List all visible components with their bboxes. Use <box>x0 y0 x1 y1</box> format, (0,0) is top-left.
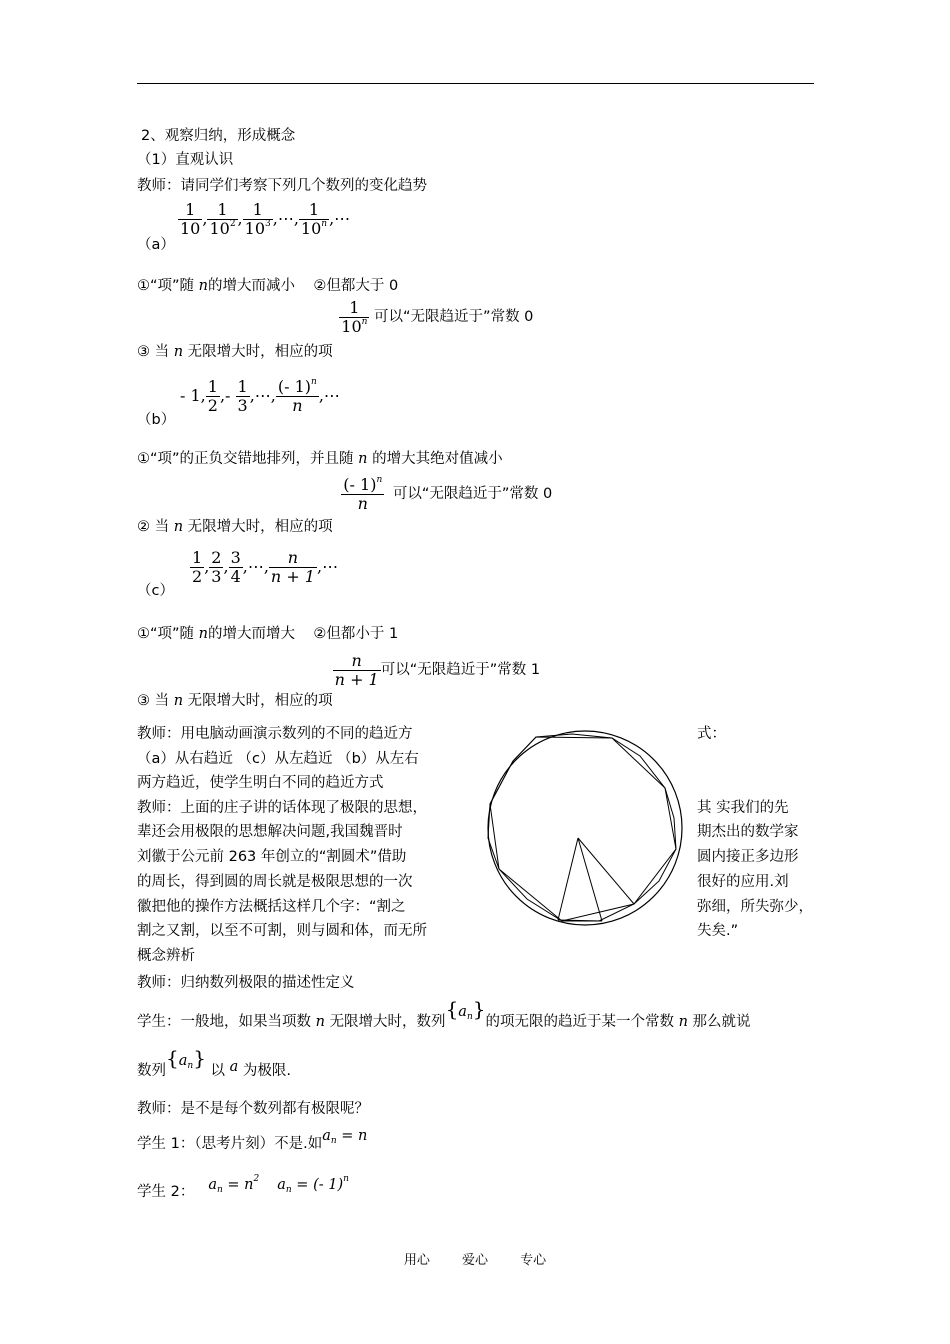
zhuangzi-right-2: 期杰出的数学家 <box>697 824 799 840</box>
footer-word-1: 用心 <box>403 1253 430 1268</box>
header-rule <box>137 83 814 84</box>
student-1-answer: 学生 1：（思考片刻）不是.如$a_n = n$ <box>137 1128 368 1152</box>
definition-intro: 教师：归纳数列极限的描述性定义 <box>137 975 355 991</box>
page-footer <box>0 1249 950 1268</box>
seq-c-point: ①“项”随 n的增大而增大 ②但都小于 1 <box>137 626 399 642</box>
zhuangzi-right-3: 圆内接正多边形 <box>697 849 799 865</box>
definition-sentence-2: 数列$\{a_n\}$ 以 a 为极限. <box>137 1046 292 1079</box>
animation-line-1: 教师：用电脑动画演示数列的不同的趋近方 <box>137 726 413 742</box>
subsection-title: （1）直观认识 <box>137 152 234 168</box>
animation-line-3: 两方趋近，使学生明白不同的趋近方式 <box>137 775 384 791</box>
zhuangzi-left-2: 辈还会用极限的思想解决问题,我国魏晋时 <box>137 824 403 840</box>
seq-c-limit: ③ 当 n 无限增大时，相应的项 $\frac{n}{n + 1}$ 可以“无限趋近于”常数 1 <box>137 651 541 709</box>
seq-a-label: （a） <box>137 237 175 253</box>
student-2-answer: 学生 2： $a_n = n^2$ $a_n$ = (- 1)$^n$ <box>137 1174 349 1200</box>
section-title: 2、观察归纳，形成概念 <box>141 128 296 144</box>
concept-analysis-heading: 概念辨析 <box>137 948 195 964</box>
seq-a-limit: ③ 当 n 无限增大时，相应的项 $\frac{1}{10^n}$ 可以“无限趋近于”常数 0 <box>137 298 534 360</box>
teacher-prompt: 教师：请同学们考察下列几个数列的变化趋势 <box>137 178 427 194</box>
footer-word-2: 爱心 <box>461 1253 488 1268</box>
seq-c-label: （c） <box>137 583 174 599</box>
inscribed-polygon <box>490 737 676 921</box>
question: 教师：是不是每个数列都有极限呢？ <box>137 1101 369 1117</box>
circle <box>488 731 682 925</box>
animation-line-1-end: 式： <box>697 726 726 742</box>
zhuangzi-left-4: 的周长，得到圆的周长就是极限思想的一次 <box>137 874 413 890</box>
zhuangzi-left-3: 刘徽于公元前 263 年创立的“割圆术”借助 <box>137 849 407 865</box>
seq-b-point: ①“项”的正负交错地排列，并且随 n 的增大其绝对值减小 <box>137 451 503 467</box>
zhuangzi-right-4: 很好的应用.刘 <box>697 874 789 890</box>
animation-line-2: （a）从右趋近 （c）从左趋近 （b）从左右 <box>137 751 419 767</box>
seq-b-terms: - 1, $\frac{1}{2}$ ,- $\frac{1}{3}$ ,⋯, $\frac{(- 1)^n}{n}$ ,⋯ <box>180 377 340 415</box>
radius-2 <box>578 838 602 921</box>
inscribed-polygon-figure <box>485 728 685 928</box>
definition-sentence: 学生：一般地，如果当项数 n 无限增大时，数列$\{a_n\}$的项无限的趋近于某一个常数 n 那么就说 <box>137 997 751 1030</box>
zhuangzi-right-5: 弥细，所失弥少， <box>697 899 813 915</box>
seq-b-label: （b） <box>137 412 176 428</box>
radius-3 <box>578 838 634 904</box>
zhuangzi-left-5: 徽把他的操作方法概括这样几个字：“割之 <box>137 899 406 915</box>
seq-c-terms: $\frac{1}{2}$ , $\frac{2}{3}$ , $\frac{3}{4}$ ,⋯, $\frac{n}{n + 1}$ ,⋯ <box>192 548 339 586</box>
zhuangzi-left-6: 割之又割，以至不可割，则与圆和体，而无所 <box>137 923 427 939</box>
radius-1 <box>558 838 578 920</box>
inner-polygon <box>488 734 676 921</box>
seq-a-point: ①“项”随 n的增大而减小 ②但都大于 0 <box>137 278 399 294</box>
seq-b-limit: ② 当 n 无限增大时，相应的项 $\frac{(- 1)^n}{n}$ 可以“无限趋近于”常数 0 <box>137 475 553 535</box>
footer-word-3: 专心 <box>520 1253 547 1268</box>
zhuangzi-right-6: 失矣.” <box>697 923 739 939</box>
seq-a-terms: $\frac{1}{10}$ , $\frac{1}{10^2}$ , $\frac{1}{10^3}$ ,⋯, $\frac{1}{10^n}$ ,⋯ <box>180 200 351 238</box>
zhuangzi-left-1: 教师：上面的庄子讲的话体现了极限的思想， <box>137 800 427 816</box>
zhuangzi-right-1: 其 实我们的先 <box>697 800 789 816</box>
